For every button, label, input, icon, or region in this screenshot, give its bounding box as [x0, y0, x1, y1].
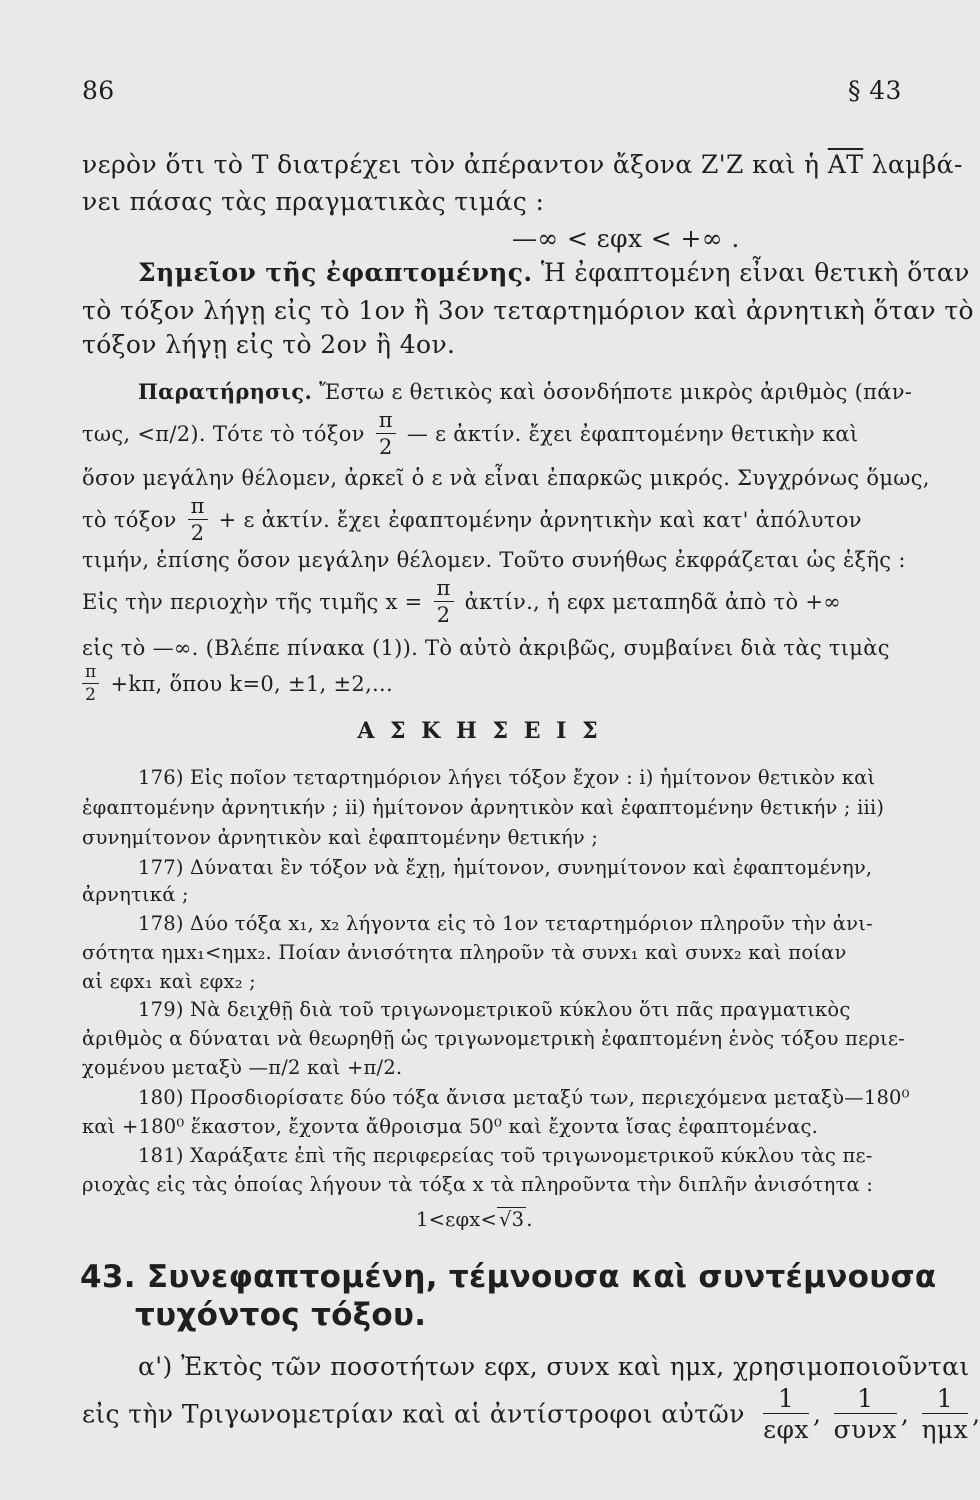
remark-line: $\frac{\pi}{2}$ +kπ, ὅπου k=0, ±1, ±2,... [78, 664, 393, 704]
remark-line: Παρατήρησις. Ἔστω ε θετικὸς καὶ ὁσονδήποτε μικρὸς ἀριθμὸς (πάν- [138, 379, 913, 404]
reciprocal-tan-fraction: $\frac{1}{\text{εφx}}$ [763, 1384, 809, 1444]
remark-line: εἰς τὸ —∞. (Βλέπε πίνακα (1)). Τὸ αὐτὸ ἀκριβῶς, συμβαίνει διὰ τὰς τιμὰς [82, 636, 890, 660]
pi-over-2-fraction: $\frac{\pi}{2}$ [82, 664, 99, 704]
exercise-line: ἐφαπτομένην ἀρνητικήν ; ii) ἡμίτονον ἀρνητικὸν καὶ ἐφαπτομένην θετικήν ; iii) [82, 796, 885, 819]
exercises-heading: Α Σ Κ Η Σ Ε Ι Σ [357, 718, 602, 744]
exercise-line: 176) Εἰς ποῖον τεταρτημόριον λήγει τόξον ἔχον : i) ἡμίτονον θετικὸν καὶ [138, 766, 876, 789]
segment-at: $\overline{AT}$ [827, 150, 864, 179]
paragraph-line: Σημεῖον τῆς ἐφαπτομένης. Ἡ ἐφαπτομένη εἶναι θετικὴ ὅταν [138, 258, 970, 287]
remark-line: τως, <π/2). Τότε τὸ τόξον $\frac{\pi}{2}$ — ε ἀκτίν. ἔχει ἐφαπτομένην θετικὴν καὶ [82, 408, 859, 459]
exercise-line: συνημίτονον ἀρνητικὸν καὶ ἐφαπτομένην θετικήν ; [82, 826, 599, 849]
remark-line: τιμήν, ἐπίσης ὅσον μεγάλην θέλομεν. Τοῦτο συνήθως ἐκφράζεται ὡς ἑξῆς : [82, 548, 906, 572]
remark-line: ὅσον μεγάλην θέλομεν, ἀρκεῖ ὁ ε νὰ εἶναι ἐπαρκῶς μικρός. Συγχρόνως ὅμως, [82, 466, 930, 490]
exercise-line: ριοχὰς εἰς τὰς ὁποίας λήγουν τὰ τόξα x τὰ πληροῦντα τὴν διπλῆν ἀνισότητα : [82, 1173, 874, 1196]
remark-title: Παρατήρησις. [138, 379, 313, 404]
remark-line: Εἰς τὴν περιοχὴν τῆς τιμῆς x = $\frac{\pi}{2}$ ἀκτίν., ἡ εφx μεταπηδᾶ ἀπὸ τὸ +∞ [82, 576, 842, 627]
double-inequality: 1<εφx< √3 . [416, 1208, 533, 1231]
exercise-line: σότητα ημx₁<ημx₂. Ποίαν ἀνισότητα πληροῦν τὰ συνx₁ καὶ συνx₂ καὶ ποίαν [82, 941, 847, 964]
page-number: 86 [82, 76, 115, 105]
pi-over-2-fraction: $\frac{\pi}{2}$ [376, 410, 396, 458]
exercise-line: ἀριθμὸς α δύναται νὰ θεωρηθῇ ὡς τριγωνομετρικὴ ἐφαπτομένη ἑνὸς τόξου περιε- [82, 1027, 905, 1050]
exercise-line: 177) Δύναται ἓν τόξον νὰ ἔχῃ, ἡμίτονον, συνημίτονον καὶ ἐφαπτομένην, [138, 856, 873, 879]
exercise-line: 181) Χαράξατε ἐπὶ τῆς περιφερείας τοῦ τριγωνομετρικοῦ κύκλου τὰς πε- [138, 1144, 873, 1167]
exercise-line: καὶ +180⁰ ἕκαστον, ἔχοντα ἄθροισμα 50⁰ καὶ ἔχοντα ἴσας ἐφαπτομένας. [82, 1115, 819, 1138]
pi-over-2-fraction: $\frac{\pi}{2}$ [188, 496, 208, 544]
paragraph-line: νει πάσας τὰς πραγματικὰς τιμάς : [82, 187, 545, 216]
exercise-line: αἱ εφx₁ καὶ εφx₂ ; [82, 970, 256, 993]
exercise-line: 178) Δύο τόξα x₁, x₂ λήγοντα εἰς τὸ 1ον τεταρτημόριον πληροῦν τὴν ἀνι- [138, 912, 873, 935]
exercise-line: ἀρνητικά ; [82, 883, 189, 906]
sign-title: Σημεῖον τῆς ἐφαπτομένης. [138, 258, 533, 287]
paragraph-line: τόξον λήγῃ εἰς τὸ 2ον ἢ 4ον. [82, 330, 456, 359]
section-title: 43. Συνεφαπτομένη, τέμνουσα καὶ συντέμνουσα [80, 1259, 937, 1295]
section-paragraph-line: εἰς τὴν Τριγωνομετρίαν καὶ αἱ ἀντίστροφοι αὐτῶν $\frac{1}{\text{εφx}}$ , $\frac{1}{\text{συνx}}$ , $\frac{1}{\text{ημx}}$ , [82, 1384, 980, 1444]
inequality-formula: —∞ < εφx < +∞ . [512, 224, 740, 253]
paragraph-line: τὸ τόξον λήγῃ εἰς τὸ 1ον ἢ 3ον τεταρτημόριον καὶ ἀρνητικὴ ὅταν τὸ [82, 296, 975, 325]
pi-over-2-fraction: $\frac{\pi}{2}$ [434, 578, 454, 626]
section-title: τυχόντος τόξου. [135, 1297, 427, 1333]
reciprocal-sin-fraction: $\frac{1}{\text{ημx}}$ [921, 1384, 969, 1444]
reciprocal-cos-fraction: $\frac{1}{\text{συνx}}$ [833, 1384, 897, 1444]
section-marker: § 43 [848, 76, 902, 105]
sqrt-three: √3 [499, 1208, 525, 1231]
exercise-line: 180) Προσδιορίσατε δύο τόξα ἄνισα μεταξύ των, περιεχόμενα μεταξὺ—180⁰ [138, 1086, 910, 1109]
remark-line: τὸ τόξον $\frac{\pi}{2}$ + ε ἀκτίν. ἔχει ἐφαπτομένην ἀρνητικὴν καὶ κατ' ἀπόλυτον [82, 494, 862, 545]
paragraph-line: νερὸν ὅτι τὸ Τ διατρέχει τὸν ἀπέραντον ἄξονα Ζ'Ζ καὶ ἡ $\overline{AT}$ λαμβά- [82, 150, 963, 179]
exercise-line: χομένου μεταξὺ —π/2 καὶ +π/2. [82, 1056, 403, 1079]
section-paragraph-line: α') Ἐκτὸς τῶν ποσοτήτων εφx, συνx καὶ ημx, χρησιμοποιοῦνται [138, 1352, 970, 1381]
exercise-line: 179) Νὰ δειχθῇ διὰ τοῦ τριγωνομετρικοῦ κύκλου ὅτι πᾶς πραγματικὸς [138, 998, 851, 1021]
